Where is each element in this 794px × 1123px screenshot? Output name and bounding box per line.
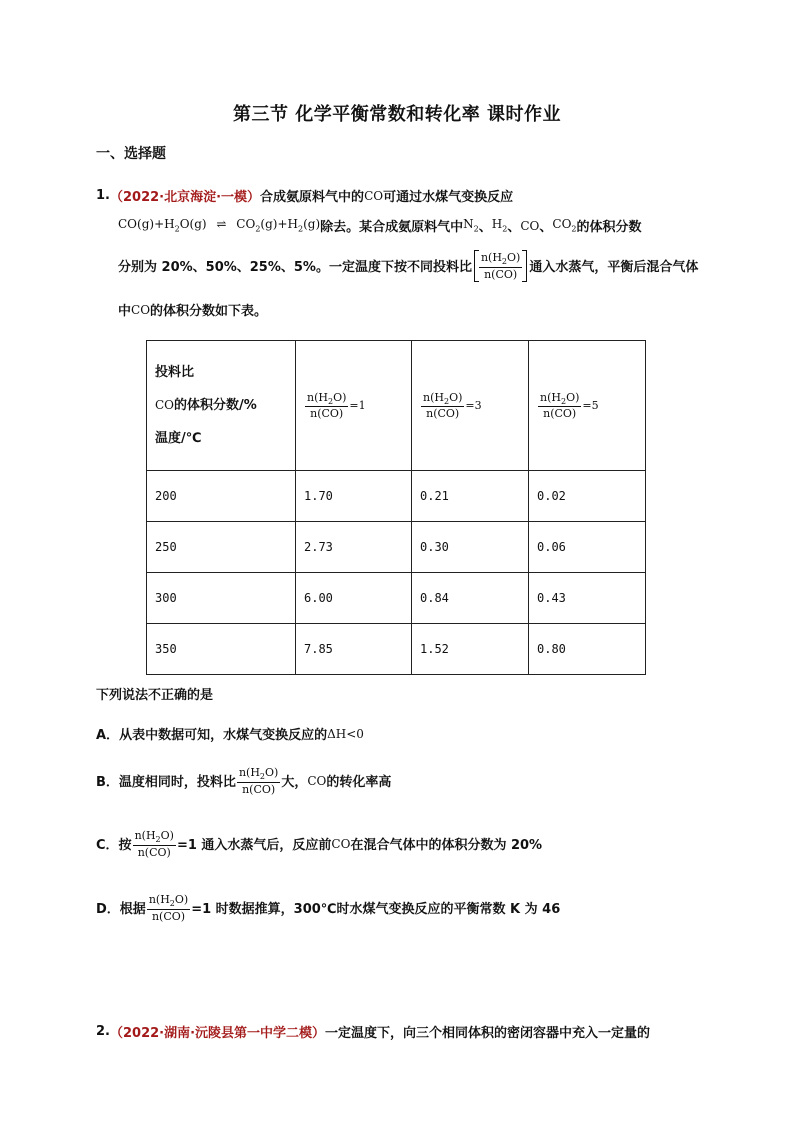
delta-h-formula: ΔH<0 <box>327 726 364 741</box>
table-cell: 0.06 <box>529 522 646 573</box>
option-a[interactable]: A． 从表中数据可知，水煤气变换反应的 ΔH<0 <box>96 724 364 743</box>
equation: $CO(g)+H_2O(g)$ ⇌ $CO_2(g)+H_2(g)$ <box>118 217 321 234</box>
option-a-label: A． <box>96 728 120 743</box>
q2-source: （2022·湖南·沅陵县第一中学二模） <box>109 1026 326 1041</box>
co-formula: CO <box>364 188 384 203</box>
q2-text: 一定温度下，向三个相同体积的密闭容器中充入一定量的 <box>325 1026 651 1041</box>
table-row <box>147 522 646 573</box>
co-formula: CO <box>307 773 327 788</box>
table-cell: 7.85 <box>296 624 412 675</box>
option-b-label: B． <box>96 775 119 791</box>
option-d[interactable]: D． 根据 $\frac{n(H_2O)}{n(CO)}$ =1 时数据推算，300℃时水煤气变换反应的平衡常数 K 为 46 <box>96 893 561 923</box>
table-header-ratio: $\frac{n(H_2O)}{n(CO)}$ =1 <box>296 341 412 471</box>
table-row <box>147 573 646 624</box>
q1-line-3 <box>118 250 698 282</box>
table-row <box>147 471 646 522</box>
table-cell: 350 <box>147 624 296 675</box>
table-cell: 300 <box>147 573 296 624</box>
table-cell: 250 <box>147 522 296 573</box>
q1-text: 的体积分数如下表。 <box>150 304 268 319</box>
section-heading: 一、选择题 <box>96 146 166 162</box>
option-d-label: D． <box>96 902 120 918</box>
equilibrium-arrow-icon: ⇌ <box>216 217 227 232</box>
q1-number: 1. <box>96 188 110 203</box>
ratio-bracket <box>474 250 527 282</box>
table-cell: 6.00 <box>296 573 412 624</box>
co2-formula: $CO_2$ <box>552 217 577 234</box>
table-cell: 0.84 <box>412 573 529 624</box>
option-c[interactable]: C． 按 $\frac{n(H_2O)}{n(CO)}$ =1 通入水蒸气后，反应前 CO 在混合气体中的体积分数为 20% <box>96 829 543 859</box>
table-cell: 200 <box>147 471 296 522</box>
q1-line-1 <box>96 186 513 205</box>
co-formula: CO <box>331 836 351 851</box>
table-cell: 1.52 <box>412 624 529 675</box>
ratio-fraction: $\frac{n(H_2O)}{n(CO)}$ <box>134 829 174 859</box>
table-header-row <box>147 341 646 471</box>
table-header-ratio: $\frac{n(H_2O)}{n(CO)}$ =3 <box>412 341 529 471</box>
q1-text: 合成氨原料气中的 <box>260 190 365 205</box>
h2-formula: $H_2$ <box>491 217 508 234</box>
q1-line-2: $CO(g)+H_2O(g)$ ⇌ $CO_2(g)+H_2(g)$ 除去。某合成氨原料气中 $N_2$ 、 $H_2$ 、 CO 、 $CO_2$ 的体积分数 <box>118 217 642 235</box>
table-cell: 0.43 <box>529 573 646 624</box>
page-title: 第三节 化学平衡常数和转化率 课时作业 <box>232 104 562 125</box>
ratio-fraction: $\frac{n(H_2O)}{n(CO)}$ <box>480 251 521 281</box>
table-cell: 0.30 <box>412 522 529 573</box>
table-header-label: 投料比 CO的体积分数/% 温度/℃ <box>147 341 296 471</box>
q1-line-4: 中 CO 的体积分数如下表。 <box>118 300 267 319</box>
table-cell: 0.02 <box>529 471 646 522</box>
table-header-ratio: $\frac{n(H_2O)}{n(CO)}$ =5 <box>529 341 646 471</box>
ratio-fraction: $\frac{n(H_2O)}{n(CO)}$ <box>148 893 189 923</box>
q1-text: 通入水蒸气，平衡后混合气体 <box>529 260 699 276</box>
q2-number: 2. <box>96 1024 110 1039</box>
table-cell: 2.73 <box>296 522 412 573</box>
q1-text: 除去。某合成氨原料气中 <box>320 220 464 235</box>
table-cell: 1.70 <box>296 471 412 522</box>
q2-line-1 <box>96 1022 650 1041</box>
table-row <box>147 624 646 675</box>
q1-text: 的体积分数 <box>576 220 642 235</box>
co-formula: CO <box>131 302 151 317</box>
q1-text: 分别为 20%、50%、25%、5%。一定温度下按不同投料比 <box>118 260 472 276</box>
table-cell: 0.80 <box>529 624 646 675</box>
n2-formula: $N_2$ <box>463 217 479 234</box>
ratio-fraction: $\frac{n(H_2O)}{n(CO)}$ <box>238 766 279 796</box>
table-cell: 0.21 <box>412 471 529 522</box>
option-b[interactable]: B． 温度相同时，投料比 $\frac{n(H_2O)}{n(CO)}$ 大， CO 的转化率高 <box>96 766 392 796</box>
co-formula: CO <box>520 218 540 233</box>
q1-source: （2022·北京海淀·一模） <box>109 190 261 205</box>
q1-stem: 下列说法不正确的是 <box>96 688 214 703</box>
data-table <box>146 340 646 675</box>
q1-text: 可通过水煤气变换反应 <box>383 190 514 205</box>
option-c-label: C． <box>96 838 119 854</box>
